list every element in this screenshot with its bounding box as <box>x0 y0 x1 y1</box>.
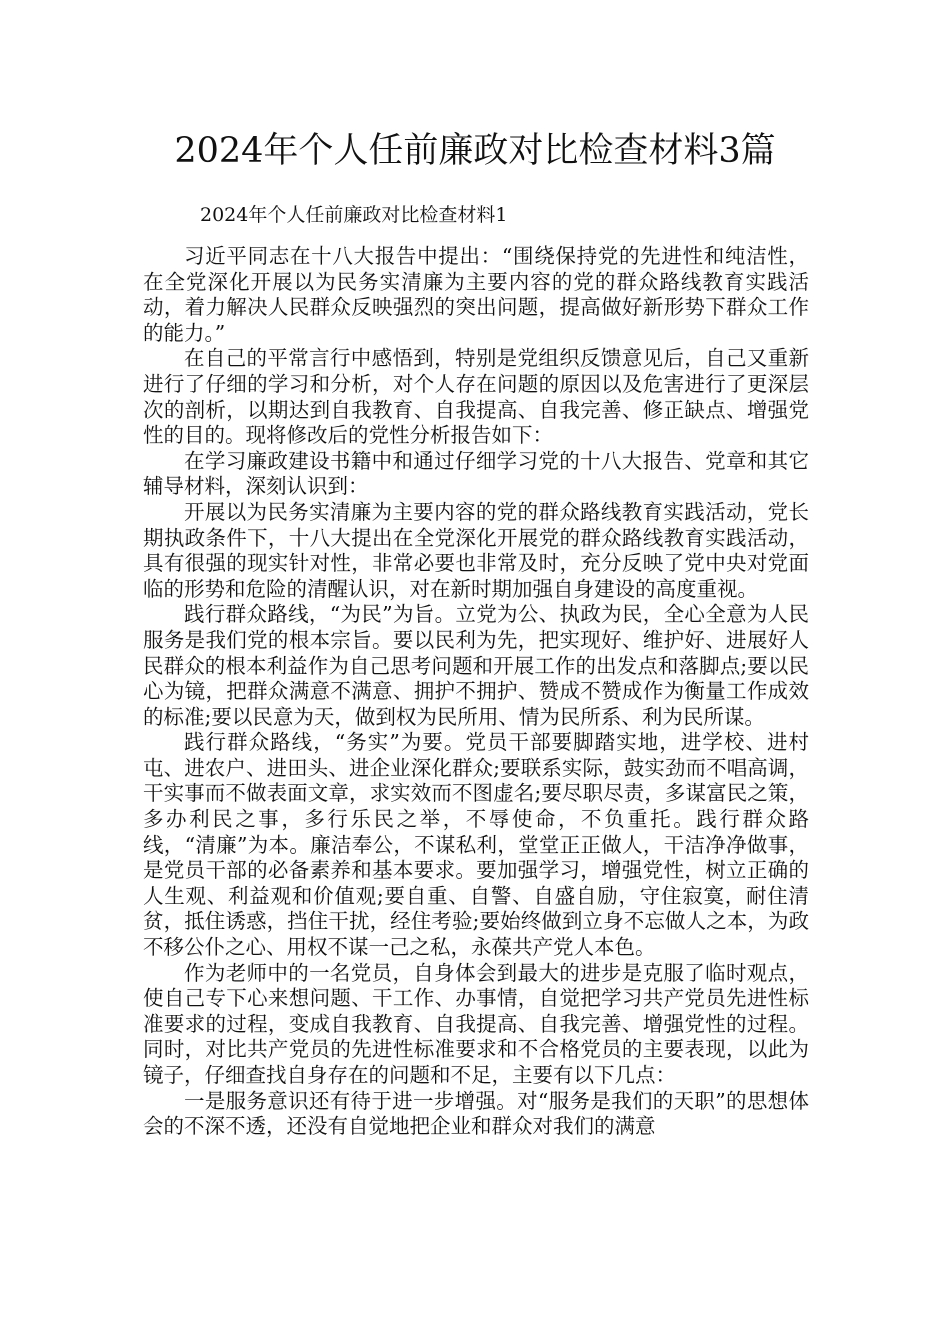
paragraph-5: 践行群众路线，“为民”为旨。立党为公、执政为民，全心全意为人民服务是我们党的根本宗旨。要以民利为先，把实现好、维护好、进展好人民群众的根本利益作为自己思考问题和开展工作的出发点和落脚点;要以民心为镜，把群众满意不满意、拥护不拥护、赞成不赞成作为衡量工作成效的标准;要以民意为天，做到权为民所用、情为民所系、利为民所谋。 <box>143 602 809 729</box>
document-title: 2024年个人任前廉政对比检查材料3篇 <box>174 131 776 171</box>
paragraph-7: 作为老师中的一名党员，自身体会到最大的进步是克服了临时观点，使自己专下心来想问题、干工作、办事情，自觉把学习共产党员先进性标准要求的过程，变成自我教育、自我提高、自我完善、增强党性的过程。同时，对比共产党员的先进性标准要求和不合格党员的主要表现，以此为镜子，仔细查找自身存在的问题和不足，主要有以下几点： <box>143 960 809 1087</box>
paragraph-8: 一是服务意识还有待于进一步增强。对“服务是我们的天职”的思想体会的不深不透，还没有自觉地把企业和群众对我们的满意 <box>143 1088 809 1139</box>
section-heading: 2024年个人任前廉政对比检查材料1 <box>200 204 508 226</box>
document-body <box>143 244 809 1140</box>
paragraph-3: 在学习廉政建设书籍中和通过仔细学习党的十八大报告、党章和其它辅导材料，深刻认识到： <box>143 448 809 499</box>
paragraph-1: 习近平同志在十八大报告中提出：“围绕保持党的先进性和纯洁性，在全党深化开展以为民务实清廉为主要内容的党的群众路线教育实践活动，着力解决人民群众反映强烈的突出问题，提高做好新形势下群众工作的能力。” <box>143 244 809 345</box>
paragraph-4: 开展以为民务实清廉为主要内容的党的群众路线教育实践活动，党长期执政条件下，十八大提出在全党深化开展党的群众路线教育实践活动，具有很强的现实针对性，非常必要也非常及时，充分反映了党中央对党面临的形势和危险的清醒认识，对在新时期加强自身建设的高度重视。 <box>143 499 809 601</box>
paragraph-2: 在自己的平常言行中感悟到，特别是党组织反馈意见后，自己又重新进行了仔细的学习和分析，对个人存在问题的原因以及危害进行了更深层次的剖析，以期达到自我教育、自我提高、自我完善、修正缺点、增强党性的目的。现将修改后的党性分析报告如下： <box>143 346 809 448</box>
paragraph-6: 践行群众路线，“务实”为要。党员干部要脚踏实地，进学校、进村屯、进农户、进田头、进企业深化群众;要联系实际，鼓实劲而不唱高调，干实事而不做表面文章，求实效而不图虚名;要尽职尽责，多谋富民之策，多办利民之事，多行乐民之举，不辱使命，不负重托。践行群众路线，“清廉”为本。廉洁奉公，不谋私利，堂堂正正做人，干洁净净做事，是党员干部的必备素养和基本要求。要加强学习，增强党性，树立正确的人生观、利益观和价值观;要自重、自警、自盛自励，守住寂寞，耐住清贫，抵住诱惑，挡住干扰，经住考验;要始终做到立身不忘做人之本，为政不移公仆之心、用权不谋一己之私，永葆共产党人本色。 <box>143 730 809 960</box>
